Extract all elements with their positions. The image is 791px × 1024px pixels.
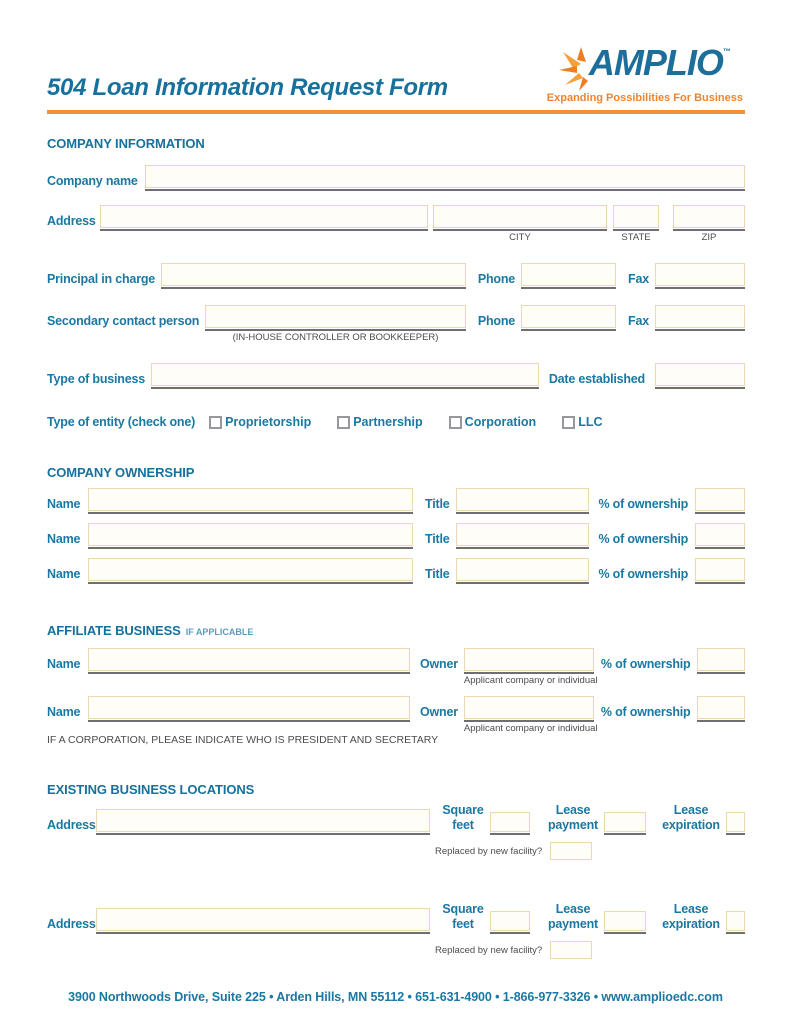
city-input[interactable] [433, 205, 607, 228]
principal-fax-input[interactable] [655, 263, 745, 286]
type-of-business-label: Type of business [47, 372, 145, 386]
ownership-row-1 [47, 488, 745, 514]
location-group-2 [47, 902, 745, 959]
secondary-phone-input[interactable] [521, 305, 616, 328]
affiliate-name-fld [88, 648, 410, 674]
owner-title-input-3[interactable] [456, 558, 589, 581]
affiliate-pct-input-1[interactable] [697, 648, 745, 671]
square-feet-label: Square feet [442, 803, 484, 832]
affiliate-pct-input-2[interactable] [697, 696, 745, 719]
affiliate-name-label: Name [47, 657, 81, 671]
square-feet-input-1[interactable] [490, 812, 530, 832]
affiliate-owner-caption: Applicant company or individual [463, 675, 598, 686]
zip-fld [673, 205, 745, 243]
secondary-fax-fld [655, 305, 745, 331]
lease-payment-input-1[interactable] [604, 812, 646, 832]
if-applicable-suffix: IF APPLICABLE [185, 627, 254, 637]
owner-name-fld [88, 488, 413, 514]
lease-payment-input-2[interactable] [604, 911, 646, 931]
ownership-pct-input-2[interactable] [695, 523, 745, 546]
company-name-fld [145, 165, 745, 191]
secondary-fax-label: Fax [628, 314, 649, 328]
section-heading-existing-locations: EXISTING BUSINESS LOCATIONS [47, 782, 255, 797]
principal-fax-fld [655, 263, 745, 289]
replaced-input-1[interactable] [550, 842, 592, 860]
principal-fld [161, 263, 466, 289]
section-heading-company-ownership: COMPANY OWNERSHIP [47, 465, 195, 480]
entity-type-label: Type of entity (check one) [47, 415, 196, 429]
location-row-1 [47, 803, 745, 835]
affiliate-owner-fld [463, 648, 598, 686]
ownership-pct-label: % of ownership [598, 497, 689, 511]
secondary-fax-input[interactable] [655, 305, 745, 328]
section-heading-affiliate-business: AFFILIATE BUSINESS IF APPLICABLE [47, 623, 254, 638]
affiliate-owner-input-1[interactable] [464, 648, 594, 671]
secondary-contact-input[interactable] [205, 305, 466, 328]
affiliate-name-input-1[interactable] [88, 648, 410, 671]
principal-label: Principal in charge [47, 272, 156, 286]
address-row [47, 205, 745, 243]
zip-caption: ZIP [701, 232, 717, 243]
lease-expiration-input-1[interactable] [726, 812, 745, 832]
ownership-row-2: Name Title % of ownership [47, 523, 745, 549]
lease-expiration-input-2[interactable] [726, 911, 745, 931]
secondary-contact-fld [205, 305, 466, 343]
address-label: Address [47, 214, 96, 228]
location-address-label: Address [47, 818, 96, 832]
owner-name-label: Name [47, 497, 81, 511]
starburst-icon [559, 47, 593, 91]
replaced-label: Replaced by new facility? [435, 845, 543, 857]
owner-title-input-2[interactable] [456, 523, 589, 546]
company-name-input[interactable] [145, 165, 745, 188]
date-established-input[interactable] [655, 363, 745, 386]
affiliate-name-input-2[interactable] [88, 696, 410, 719]
location-address-fld [96, 809, 430, 835]
lease-expiration-label: Lease expiration [662, 803, 720, 832]
address-fld [100, 205, 428, 231]
type-of-business-fld [151, 363, 539, 389]
lease-payment-label: Lease payment [547, 803, 598, 832]
ownership-pct-input-3[interactable] [695, 558, 745, 581]
logo-wordmark: AMPLIO [588, 42, 723, 83]
principal-input[interactable] [161, 263, 466, 286]
replaced-input-2[interactable] [550, 941, 592, 959]
affiliate-pct-fld [697, 648, 745, 674]
zip-input[interactable] [673, 205, 745, 228]
principal-fax-label: Fax [628, 272, 649, 286]
llc-checkbox[interactable] [562, 416, 575, 429]
owner-name-input-1[interactable] [88, 488, 413, 511]
secondary-phone-fld [521, 305, 616, 331]
principal-row [47, 263, 745, 289]
logo-tagline: Expanding Possibilities For Business [546, 92, 743, 104]
date-established-fld [655, 363, 745, 389]
corporation-note: IF A CORPORATION, PLEASE INDICATE WHO IS PRESIDENT AND SECRETARY [47, 734, 439, 746]
amplio-logo [546, 42, 743, 104]
ownership-pct-fld [695, 488, 745, 514]
ownership-pct-input-1[interactable] [695, 488, 745, 511]
date-established-label: Date established [548, 372, 645, 386]
secondary-contact-label: Secondary contact person [47, 314, 200, 328]
owner-name-input-2[interactable] [88, 523, 413, 546]
ownership-row-3: Name Title % of ownership [47, 558, 745, 584]
principal-phone-label: Phone [477, 272, 516, 286]
header-rule [47, 110, 745, 114]
square-feet-input-2[interactable] [490, 911, 530, 931]
owner-title-fld [456, 488, 589, 514]
state-caption: STATE [621, 232, 651, 243]
section-heading-company-information: COMPANY INFORMATION [47, 136, 205, 151]
secondary-phone-label: Phone [477, 314, 516, 328]
secondary-contact-caption: (IN-HOUSE CONTROLLER OR BOOKKEEPER) [232, 332, 439, 343]
company-name-label: Company name [47, 174, 138, 188]
corporation-checkbox[interactable] [449, 416, 462, 429]
trademark-symbol: ™ [722, 47, 731, 56]
address-input[interactable] [100, 205, 428, 228]
partnership-checkbox[interactable] [337, 416, 350, 429]
footer-contact-line: 3900 Northwoods Drive, Suite 225 • Arden Hills, MN 55112 • 651-631-4900 • 1-866-977-3326 • www.amplioedc.com [68, 990, 723, 1004]
lease-payment-fld [604, 812, 646, 835]
owner-title-label: Title [425, 497, 450, 511]
replaced-row-2: Replaced by new facility? [435, 941, 745, 959]
entity-option-proprietorship: Proprietorship [209, 415, 311, 429]
entity-option-corporation: Corporation [449, 415, 537, 429]
principal-phone-input[interactable] [521, 263, 616, 286]
secondary-contact-row [47, 305, 745, 343]
owner-title-input-1[interactable] [456, 488, 589, 511]
location-address-input-1[interactable] [96, 809, 430, 832]
entity-option-partnership: Partnership [337, 415, 422, 429]
entity-option-llc: LLC [562, 415, 602, 429]
city-caption: CITY [509, 232, 531, 243]
type-of-business-input[interactable] [151, 363, 539, 386]
proprietorship-checkbox[interactable] [209, 416, 222, 429]
city-fld [433, 205, 607, 243]
page-title: 504 Loan Information Request Form [47, 74, 448, 101]
square-feet-fld [490, 812, 530, 835]
location-address-input-2[interactable] [96, 908, 430, 931]
affiliate-owner-label: Owner [420, 657, 458, 671]
location-row-2: Address Square feet Lease payment Lease expiration [47, 902, 745, 934]
affiliate-row-1 [47, 648, 745, 686]
replaced-row-1 [435, 842, 745, 860]
lease-expiration-fld [726, 812, 745, 835]
affiliate-row-2: Name Owner Applicant company or individual % of ownership [47, 696, 745, 722]
affiliate-owner-input-2[interactable] [464, 696, 594, 719]
state-fld [613, 205, 659, 243]
company-name-row [47, 165, 745, 191]
state-input[interactable] [613, 205, 659, 228]
type-of-business-row [47, 363, 745, 389]
header [47, 42, 745, 104]
owner-name-input-3[interactable] [88, 558, 413, 581]
location-group-1 [47, 803, 745, 860]
principal-phone-fld [521, 263, 616, 289]
affiliate-pct-label: % of ownership [600, 657, 691, 671]
entity-type-row [47, 415, 745, 429]
